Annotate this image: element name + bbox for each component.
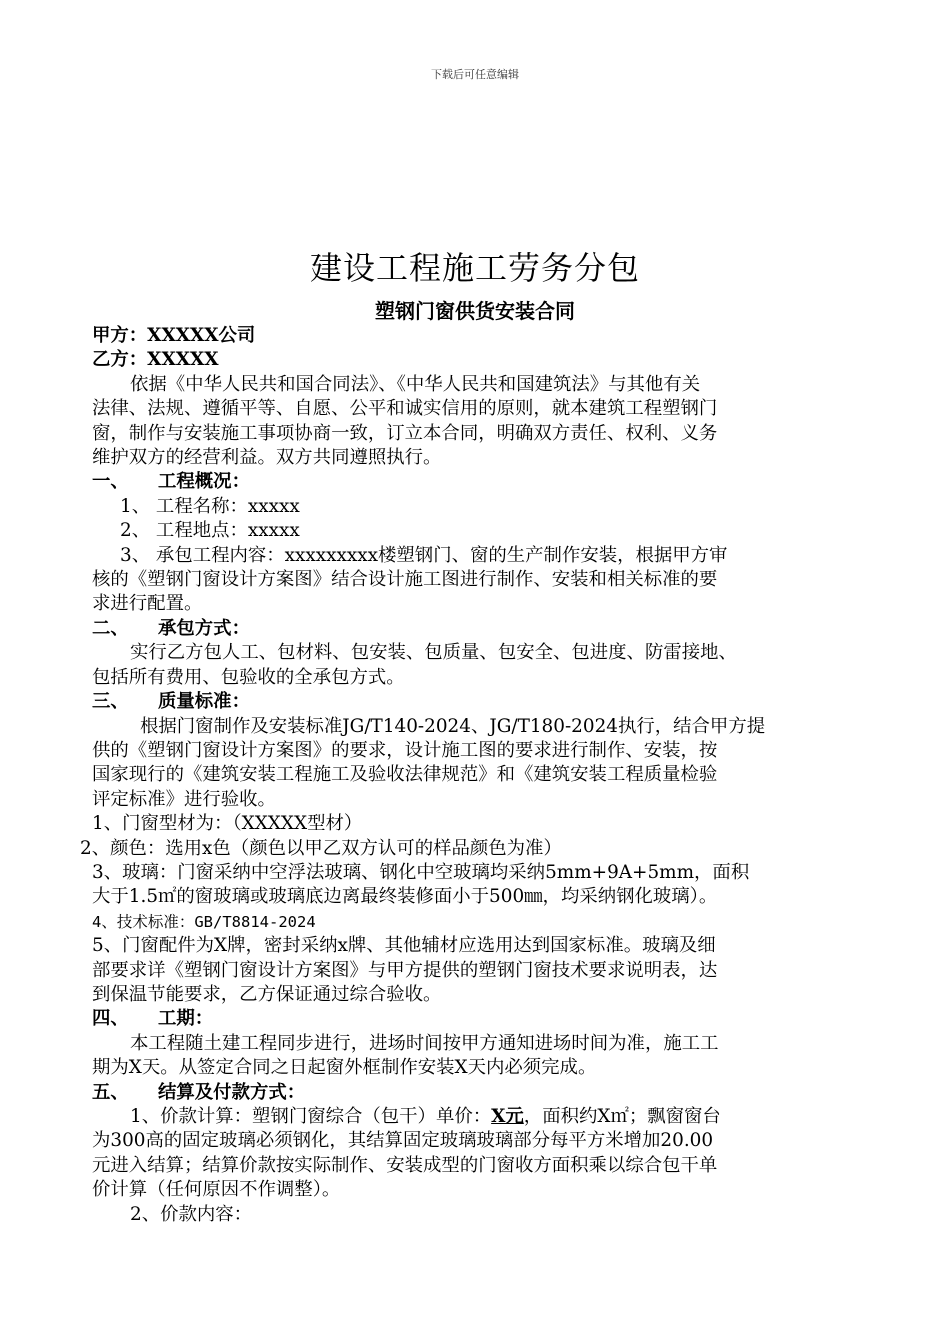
section-heading-2 xyxy=(92,617,867,641)
section-heading-3 xyxy=(92,690,867,714)
party-b: 乙方：XXXXX xyxy=(92,349,219,371)
schedule-line: 期为X天。从签定合同之日起窗外框制作安装X天内必须完成。 xyxy=(92,1057,597,1079)
quality-line: 评定标准》进行验收。 xyxy=(92,788,276,810)
project-name: 1、 工程名称：xxxxx xyxy=(120,495,300,517)
quality-line: 国家现行的《建筑安装工程施工及验收法律规范》和《建筑安装工程质量检验 xyxy=(92,764,718,786)
project-scope-line: 求进行配置。 xyxy=(92,593,203,615)
section-title: 承包方式： xyxy=(158,617,250,639)
color-spec: 2、颜色：选用x色（颜色以甲乙双方认可的样品颜色为准） xyxy=(80,837,562,859)
technical-standard: 4、技术标准：GB/T8814-2024 xyxy=(92,912,316,931)
section-number: 三、 xyxy=(92,691,129,713)
hardware-spec: 部要求详《塑钢门窗设计方案图》与甲方提供的塑钢门窗技术要求说明表，达 xyxy=(92,959,718,981)
price-content: 2、价款内容： xyxy=(130,1203,253,1225)
contract-mode-line: 实行乙方包人工、包材料、包安装、包质量、包安全、包进度、防雷接地、 xyxy=(130,642,737,664)
price-label: 1、价款计算：塑钢门窗综合（包干）单价： xyxy=(130,1106,492,1127)
quality-line: 根据门窗制作及安装标准JG/T140-2024、JG/T180-2024执行，结合甲方提 xyxy=(140,715,766,737)
hardware-spec: 5、门窗配件为X牌，密封采纳x牌、其他辅材应选用达到国家标准。玻璃及细 xyxy=(92,935,716,957)
quality-line: 供的《塑钢门窗设计方案图》的要求，设计施工图的要求进行制作、安装，按 xyxy=(92,739,718,761)
intro-line: 维护双方的经营利益。双方共同遵照执行。 xyxy=(92,447,442,469)
intro-line: 法律、法规、遵循平等、自愿、公平和诚实信用的原则，就本建筑工程塑钢门 xyxy=(92,398,718,420)
section-number: 五、 xyxy=(92,1081,129,1103)
intro-line: 窗，制作与安装施工事项协商一致，订立本合同，明确双方责任、权利、义务 xyxy=(92,422,718,444)
hardware-spec: 到保温节能要求，乙方保证通过综合验收。 xyxy=(92,983,442,1005)
contract-mode-line: 包括所有费用、包验收的全承包方式。 xyxy=(92,666,405,688)
project-location: 2、 工程地点：xxxxx xyxy=(120,520,300,542)
price-area: ，面积约X㎡；飘窗窗台 xyxy=(523,1106,721,1127)
party-a: 甲方：XXXXX公司 xyxy=(92,325,256,346)
section-number: 一、 xyxy=(92,471,129,493)
section-title: 结算及付款方式： xyxy=(158,1081,306,1103)
section-title: 工程概况： xyxy=(158,471,250,493)
document-title: 建设工程施工劳务分包 xyxy=(309,249,640,287)
section-number: 四、 xyxy=(92,1008,129,1030)
document-subtitle: 塑钢门窗供货安装合同 xyxy=(375,299,575,323)
glass-spec: 3、玻璃：门窗采纳中空浮法玻璃、钢化中空玻璃均采纳5mm+9A+5mm，面积 xyxy=(92,861,750,883)
section-number: 二、 xyxy=(92,617,129,639)
project-scope-line: 3、 承包工程内容：xxxxxxxxx楼塑钢门、窗的生产制作安装，根据甲方审 xyxy=(120,544,728,566)
intro-line: 依据《中华人民共和国合同法》、《中华人民共和国建筑法》与其他有关 xyxy=(130,373,701,395)
price-line: 为300高的固定玻璃必须钢化，其结算固定玻璃玻璃部分每平方米增加20.00 xyxy=(92,1130,714,1152)
section-heading-5 xyxy=(92,1081,867,1105)
contract-body xyxy=(80,324,867,1227)
unit-price: X元 xyxy=(491,1106,524,1127)
section-heading-1 xyxy=(92,470,867,494)
header-note: 下载后可任意编辑 xyxy=(431,68,519,81)
price-calculation xyxy=(92,1105,867,1129)
price-line: 元进入结算；结算价款按实际制作、安装成型的门窗收方面积乘以综合包干单 xyxy=(92,1154,718,1176)
section-title: 质量标准： xyxy=(158,691,250,713)
schedule-line: 本工程随土建工程同步进行，进场时间按甲方通知进场时间为准，施工工 xyxy=(130,1032,719,1054)
section-title: 工期： xyxy=(158,1008,214,1030)
project-scope-line: 核的《塑钢门窗设计方案图》结合设计施工图进行制作、安装和相关标准的要 xyxy=(92,569,718,591)
price-line: 价计算（任何原因不作调整）。 xyxy=(92,1179,341,1201)
glass-spec: 大于1.5㎡的窗玻璃或玻璃底边离最终装修面小于500㎜，均采纳钢化玻璃）。 xyxy=(92,886,718,908)
profile-material: 1、门窗型材为：（XXXXX型材） xyxy=(92,813,363,835)
section-heading-4 xyxy=(92,1007,867,1031)
